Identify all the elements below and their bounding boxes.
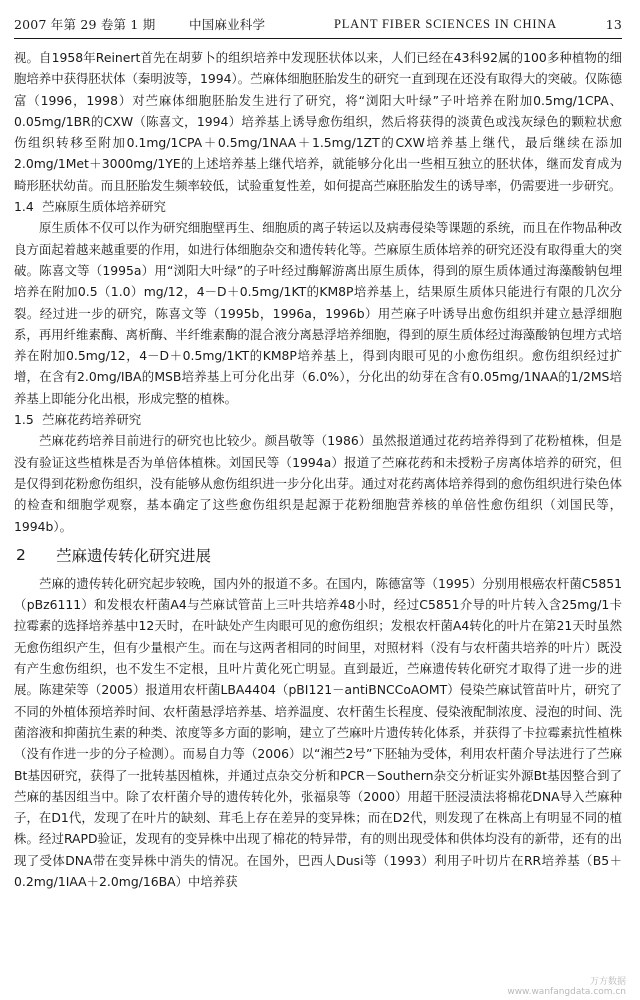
section-number: 2 bbox=[16, 545, 26, 564]
header-divider bbox=[14, 38, 622, 39]
page-number: 13 bbox=[605, 16, 622, 32]
watermark-url: www.wanfangdata.com.cn bbox=[507, 987, 626, 997]
paragraph-embryogenesis: 视。自1958年Reinert首先在胡萝卜的组织培养中发现胚状体以来，人们已经在43科92属的100多种植物的细胞培养中获得胚状体（秦明波等，1994）。苎麻体细胞胚胎发生的研究一直到现在还没有取得大的突破。仅陈德富（1996，1998）对苎麻体细胞胚胎发生进行了研究，将“浏阳大叶绿”子叶培养在附加0.5mg/1CPA、0.05mg/1BR的CXW（陈喜文，1994）培养基上诱导愈伤组织，然后将获得的淡黄色或浅灰绿色的颗粒状愈伤组织转移至附加0.1mg/1CPA＋0.5mg/1NAA＋1.5mg/1ZT的CXW培养基上继代，最后继续在添加2.0mg/1Met＋3000mg/1YE的上述培养基上继代培养，就能够分化出一些相互独立的胚状体，继而发育成为畸形胚状幼苗。而且胚胎发生频率较低，试验重复性差，如何提高苎麻胚胎发生的诱导率，仍需要进一步研究。 bbox=[14, 50, 622, 193]
journal-title-cn: 中国麻业科学 bbox=[189, 17, 266, 32]
paragraph-anther-culture: 苎麻花药培养目前进行的研究也比较少。颜昌敬等（1986）虽然报道通过花药培养得到了花粉植株，但是没有验证这些植株是否为单倍体植株。刘国民等（1994a）报道了苎麻花药和未授粉子房离体培养的研究，但是仅得到花粉愈伤组织，没有能够从愈伤组织进一步分化出芽。通过对花药离体培养得到的愈伤组织进行染色体的检查和细胞学观察，基本确定了这些愈伤组织是起源于花粉细胞营养核的单倍性愈伤组织（刘国民等，1994b）。 bbox=[14, 433, 622, 534]
subsection-title: 苎麻原生质体培养研究 bbox=[42, 199, 166, 215]
section-heading-2 bbox=[14, 539, 622, 571]
journal-title-en: PLANT FIBER SCIENCES IN CHINA bbox=[334, 16, 557, 31]
subsection-number: 1.5 bbox=[14, 412, 34, 428]
watermark-line: 万方数据 bbox=[589, 977, 626, 987]
paragraph-genetic-transformation: 苎麻的遗传转化研究起步较晚，国内外的报道不多。在国内，陈德富等（1995）分别用根癌农杆菌C5851（pBz6111）和发根农杆菌A4与苎麻试管苗上三叶共培养48小时，经过C5851介导的叶片转入含25mg/1卡拉霉素的选择培养基中12天时，在叶缺处产生肉眼可见的愈伤组织；发根农杆菌A4转化的叶片在第21天时虽然无愈伤组织产生，但有少量根产生。而在与这两者相同的时间里，对照材料（没有与农杆菌共培养的叶片）既没有产生愈伤组织，也不发生不定根，且叶片黄化死亡明显。直到最近，苎麻遗传转化研究才取得了进一步的进展。陈建荣等（2005）报道用农杆菌LBA4404（pBI121－antiBNCCoAOMT）侵染苎麻试管苗叶片，研究了不同的外植体预培养时间、农杆菌悬浮培养基、培养温度、农杆菌生长程度、侵染液配制浓度、浸泡的时间、洗菌溶液和抑菌抗生素的种类、浓度等多方面的影响，建立了苎麻叶片遗传转化体系，并获得了卡拉霉素抗性植株（没有作进一步的分子检测）。而易自力等（2006）以“湘苎2号”下胚轴为受体，利用农杆菌介导法进行了苎麻Bt基因研究，获得了一批转基因植株，并通过点杂交分析和PCR－Southern杂交分析证实外源Bt基因整合到了苎麻的基因组当中。除了农杆菌介导的遗传转化外，张福泉等（2000）用超干胚浸渍法将棉花DNA导入苎麻种子，在D1代，发现了在叶片的缺刻、茸毛上存在差异的变异株；而在D2代，则发现了在株高上有明显不同的植株。经过RAPD验证，发现有的变异株中出现了棉花的特异带，有的则出现受体和供体均没有的新带，还有的出现了受体DNA带在变异株中消失的情况。在国外，巴西人Dusi等（1993）利用子叶切片在RR培养基（B5＋0.2mg/1IAA＋2.0mg/16BA）中培养获 bbox=[14, 575, 622, 889]
paragraph-protoplast: 原生质体不仅可以作为研究细胞壁再生、细胞质的离子转运以及病毒侵染等课题的系统，而且在作物品种改良方面起着越来越重要的作用，如进行体细胞杂交和遗传转化等。苎麻原生质体培养的研究还没有取得重大的突破。陈喜文等（1995a）用“浏阳大叶绿”的子叶经过酶解游离出原生质体，得到的原生质体通过海藻酸钠包埋培养在附加0.5（1.0）mg/12，4－D＋0.5mg/1KT的KM8P培养基上，结果原生质体只能进行有限的几次分裂。经过进一步的研究，陈喜文等（1995b，1996a，1996b）用苎麻子叶诱导出愈伤组织并建立悬浮细胞系，再用纤维素酶、离析酶、半纤维素酶的混合液分离悬浮培养细胞，得到的原生质体经过海藻酸钠包埋方式培养在附加0.5mg/12，4－D＋0.5mg/1KT的KM8P培养基上，得到肉眼可见的小愈伤组织。愈伤组织经过扩增，在含有2.0mg/IBA的MSB培养基上可分化出芽（6.0%），分化出的幼芽在含有0.05mg/1NAA的1/2MS培养基上即能分化出根，形成完整的植株。 bbox=[14, 220, 622, 406]
issue-label: 2007 年第 29 卷第 1 期 bbox=[14, 17, 156, 32]
subsection-title: 苎麻花药培养研究 bbox=[42, 412, 142, 428]
watermark bbox=[507, 977, 626, 997]
subsection-heading-1-5 bbox=[14, 409, 622, 430]
section-title: 苎麻遗传转化研究进展 bbox=[56, 546, 212, 565]
subsection-number: 1.4 bbox=[14, 199, 34, 215]
running-header bbox=[14, 14, 622, 34]
subsection-heading-1-4 bbox=[14, 196, 622, 217]
